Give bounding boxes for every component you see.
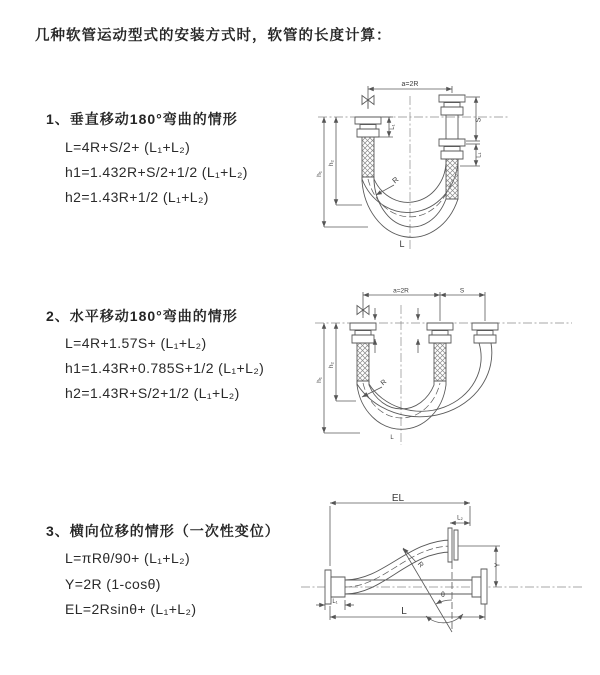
page-title: 几种软管运动型式的安装方式时，软管的长度计算： (35, 28, 392, 44)
section-1-formula-L: L=4R+S/2+ (L₁+L₂) (65, 139, 191, 155)
dim-label-l1-right: L₁ (476, 152, 483, 158)
dim-label-l: L (390, 435, 394, 441)
upper-flange (448, 528, 458, 562)
dim-label-h1: h₁ (316, 171, 323, 177)
section-2-formula-L: L=4R+1.57S+ (L₁+L₂) (65, 335, 207, 351)
left-flange (350, 323, 376, 381)
right-flange (472, 323, 498, 343)
dim-label-a2r: a=2R (393, 287, 409, 295)
dim-label-y: Y (494, 562, 502, 568)
middle-flange (427, 323, 453, 381)
dim-label-l2: L₂ (457, 515, 463, 522)
diagram-1-vertical-180-bend (310, 78, 575, 253)
section-3-formula-Y: Y=2R (1-cosθ) (65, 576, 161, 592)
dim-label-a2r: a=2R (401, 81, 419, 88)
dim-label-el: EL (391, 493, 405, 504)
section-1-formula-h2: h2=1.43R+1/2 (L₁+L₂) (65, 189, 209, 205)
dim-label-r: R (415, 560, 425, 570)
dim-label-h1: h₁ (316, 377, 323, 383)
flange-length-arrows (375, 308, 418, 353)
dim-label-l: L (399, 239, 405, 249)
section-2-heading: 2、水平移动180°弯曲的情形 (46, 308, 238, 324)
dim-label-l1: L₁ (332, 599, 338, 605)
section-1-formula-h1: h1=1.432R+S/2+1/2 (L₁+L₂) (65, 164, 248, 180)
dim-label-r: R (390, 174, 401, 186)
section-2-formula-h2: h2=1.43R+S/2+1/2 (L₁+L₂) (65, 385, 240, 401)
dim-label-l1-left: L₁ (390, 124, 396, 130)
left-flange (355, 117, 381, 177)
dim-l (330, 604, 485, 620)
diagram-3-lateral-displacement (296, 492, 588, 634)
diagram-2-horizontal-180-bend (310, 283, 580, 451)
section-3-formula-EL: EL=2Rsinθ+ (L₁+L₂) (65, 601, 197, 617)
right-flange (472, 569, 487, 604)
angle-construction (403, 549, 463, 632)
dim-label-s: S (475, 117, 483, 123)
hose-curves (357, 343, 492, 429)
dim-label-l: L (401, 606, 407, 617)
section-1-heading: 1、垂直移动180°弯曲的情形 (46, 111, 238, 127)
right-upper-flange (439, 95, 465, 115)
dim-label-theta: θ (441, 592, 445, 599)
right-lower-flange (439, 139, 465, 199)
section-2-formula-h1: h1=1.43R+0.785S+1/2 (L₁+L₂) (65, 360, 265, 376)
hose-s-curve (345, 540, 452, 594)
dim-a2r (363, 292, 485, 321)
dim-label-s: S (459, 287, 465, 295)
dim-label-h2: h₂ (328, 159, 335, 167)
dim-label-h2: h₂ (328, 361, 335, 369)
section-3-formula-L: L=πRθ/90+ (L₁+L₂) (65, 550, 191, 566)
dim-label-r: R (379, 378, 389, 388)
section-3-heading: 3、横向位移的情形（一次性变位） (46, 523, 280, 539)
